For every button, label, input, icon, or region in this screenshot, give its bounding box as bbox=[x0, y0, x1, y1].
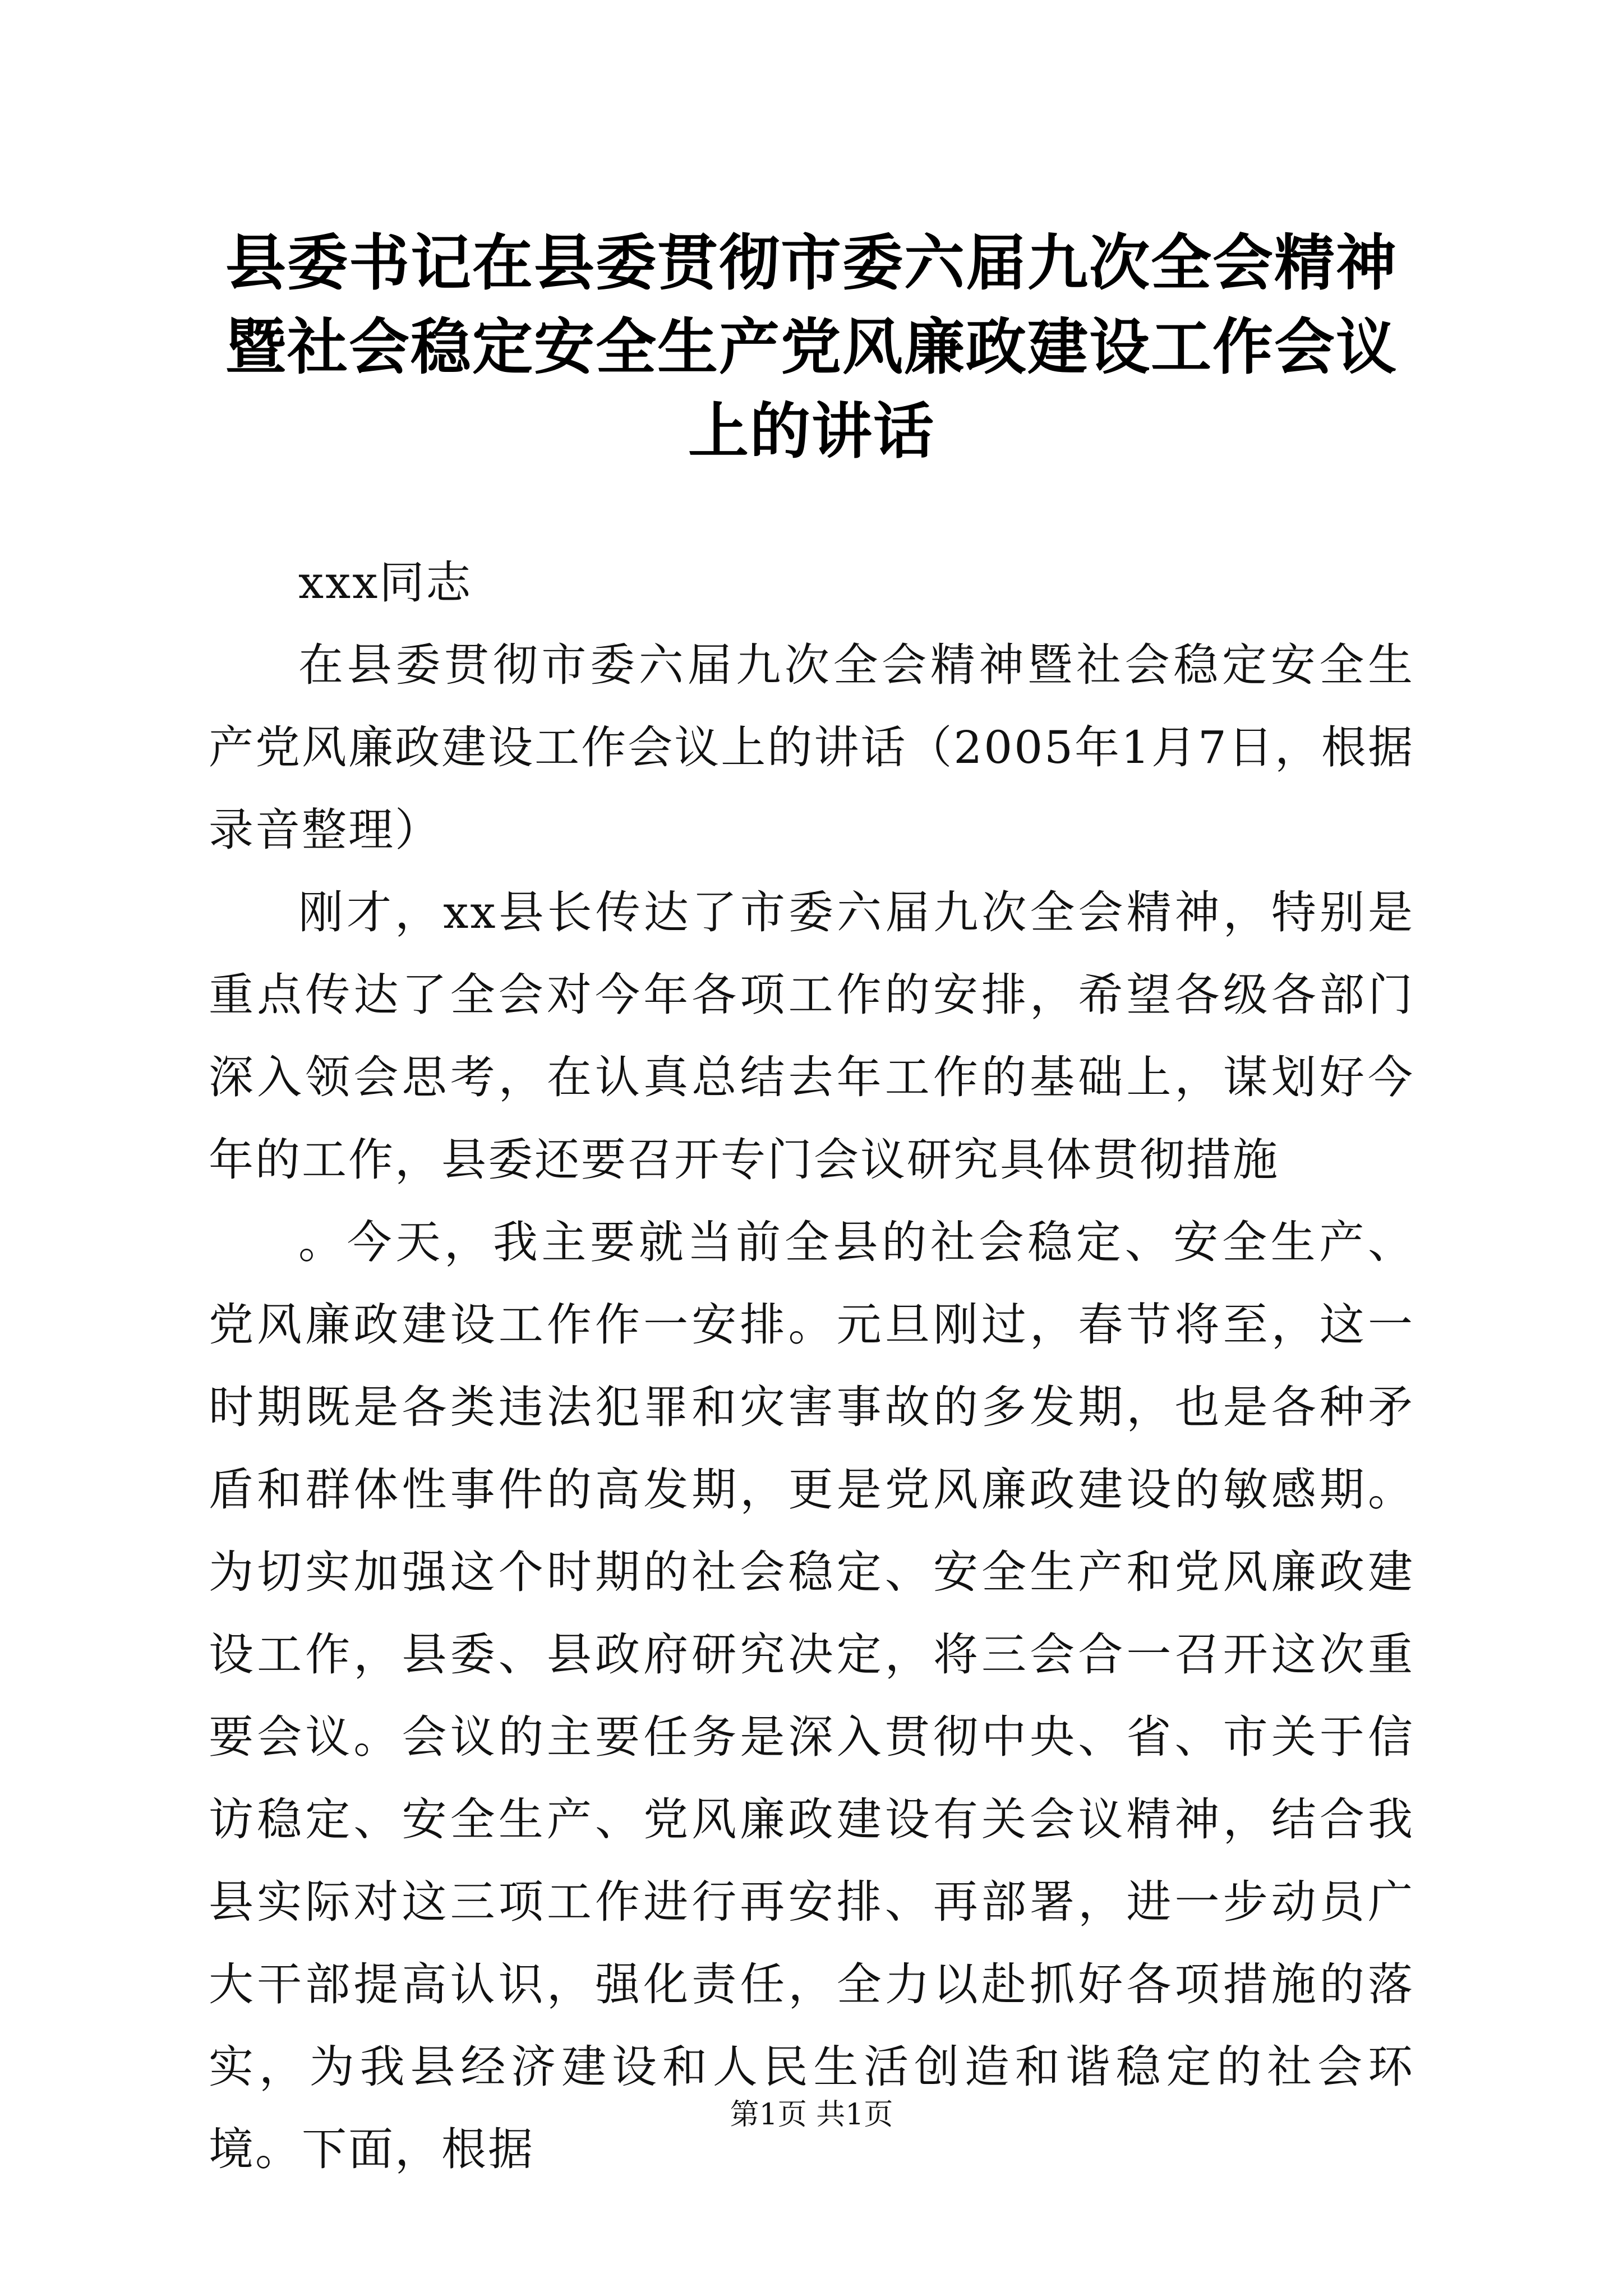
document-title: 县委书记在县委贯彻市委六届九次全会精神暨社会稳定安全生产党风廉政建设工作会议上的讲话 bbox=[225, 228, 1398, 467]
subtitle-paragraph: 在县委贯彻市委六届九次全会精神暨社会稳定安全生产党风廉政建设工作会议上的讲话（2005年1月7日，根据录音整理） bbox=[209, 639, 1414, 856]
page-footer: 第1页 共1页 bbox=[730, 2098, 893, 2132]
body-paragraph-1: 刚才，xx县长传达了市委六届九次全会精神，特别是重点传达了全会对今年各项工作的安排，希望各级各部门深入领会思考，在认真总结去年工作的基础上，谋划好今年的工作，县委还要召开专门会议研究具体贯彻措施 bbox=[209, 886, 1414, 1186]
body-paragraph-2: 。今天，我主要就当前全县的社会稳定、安全生产、党风廉政建设工作作一安排。元旦刚过，春节将至，这一时期既是各类违法犯罪和灾害事故的多发期，也是各种矛盾和群体性事件的高发期，更是党风廉政建设的敏感期。为切实加强这个时期的社会稳定、安全生产和党风廉政建设工作，县委、县政府研究决定，将三会合一召开这次重要会议。会议的主要任务是深入贯彻中央、省、市关于信访稳定、安全生产、党风廉政建设有关会议精神，结合我县实际对这三项工作进行再安排、再部署，进一步动员广大干部提高认识，强化责任，全力以赴抓好各项措施的落实，为我县经济建设和人民生活创造和谐稳定的社会环境。下面，根据 bbox=[209, 1216, 1414, 2175]
document-body bbox=[209, 541, 1414, 2191]
salutation-paragraph: xxx同志 bbox=[298, 556, 473, 609]
